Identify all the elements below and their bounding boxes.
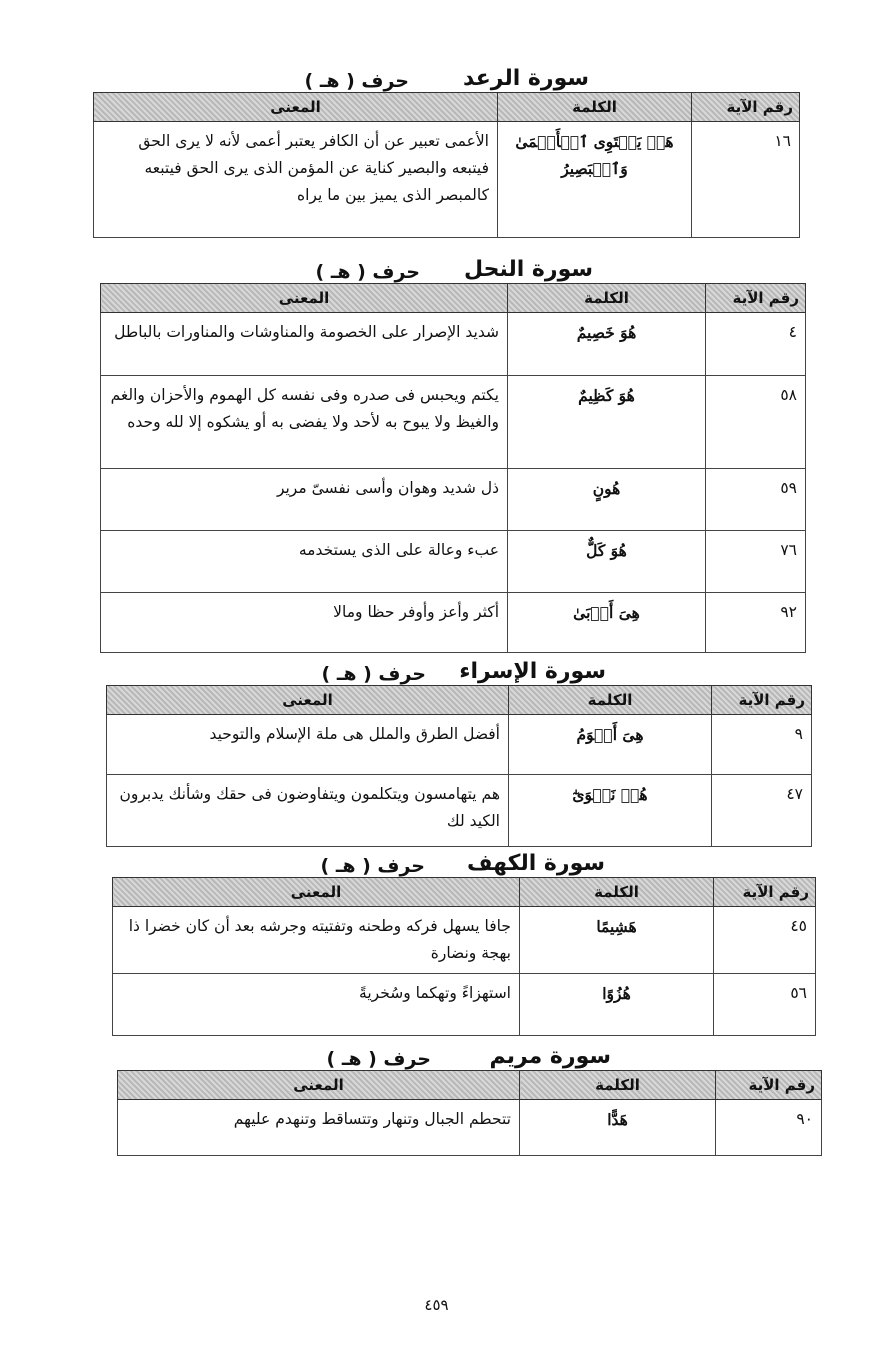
- harf-label: حرف ( هـ ): [321, 663, 426, 685]
- section-al-kahf: [112, 849, 815, 1049]
- header-word: الكلمة: [498, 93, 692, 122]
- glossary-table: [100, 283, 806, 653]
- word-meaning: أكثر وأعز وأوفر حظا ومالا: [101, 593, 508, 653]
- table-header-row: [101, 284, 806, 313]
- table-row: [101, 593, 806, 653]
- header-verse-number: رقم الآية: [706, 284, 806, 313]
- table-header-row: [107, 686, 812, 715]
- surah-title: سورة الرعد: [463, 66, 589, 91]
- section-al-rad: [93, 64, 799, 264]
- table-header-row: [118, 1071, 822, 1100]
- word-meaning: يكتم ويحبس فى صدره وفى نفسه كل الهموم والأحزان والغم والغيظ ولا يبوح به لأحد ولا يفضى به أو يشكوه إلا لله وحده: [101, 376, 508, 469]
- section-al-isra: [106, 657, 811, 857]
- header-verse-number: رقم الآية: [714, 878, 816, 907]
- table-row: [107, 775, 812, 847]
- table-header-row: [94, 93, 800, 122]
- word-meaning: جافا يسهل فركه وطحنه وتفتيته وجرشه بعد أن كان خضرا ذا بهجة ونضارة: [113, 907, 520, 974]
- glossary-table: [117, 1070, 822, 1156]
- surah-title: سورة الكهف: [466, 851, 605, 876]
- header-verse-number: رقم الآية: [716, 1071, 822, 1100]
- verse-number: ٤٧: [712, 775, 812, 847]
- word-meaning: الأعمى تعبير عن أن الكافر يعتبر أعمى لأنه لا يرى الحق فيتبعه والبصير كناية عن المؤمن الذى يرى الحق فيتبعه كالمبصر الذى يميز بين ما يراه: [94, 122, 498, 238]
- surah-title: سورة الإسراء: [459, 659, 606, 684]
- glossary-table: [93, 92, 800, 238]
- quranic-word: هِىَ أَرۡبَىٰ: [508, 593, 706, 653]
- quranic-word: هُوَ كَظِيمٌ: [508, 376, 706, 469]
- word-meaning: تتحطم الجبال وتنهار وتتساقط وتنهدم عليهم: [118, 1100, 520, 1156]
- header-word: الكلمة: [520, 1071, 716, 1100]
- verse-number: ٥٩: [706, 469, 806, 531]
- quranic-word: هُزُوًا: [520, 974, 714, 1036]
- table-row: [118, 1100, 822, 1156]
- table-row: [94, 122, 800, 238]
- table-row: [101, 531, 806, 593]
- table-row: [107, 715, 812, 775]
- verse-number: ٤٥: [714, 907, 816, 974]
- page-number: ٤٥٩: [424, 1296, 449, 1314]
- word-meaning: شديد الإصرار على الخصومة والمناوشات والمناورات بالباطل: [101, 313, 508, 376]
- harf-label: حرف ( هـ ): [304, 70, 409, 92]
- verse-number: ٥٨: [706, 376, 806, 469]
- quranic-word: هَشِيمًا: [520, 907, 714, 974]
- table-row: [101, 469, 806, 531]
- glossary-table: [112, 877, 816, 1036]
- word-meaning: استهزاءً وتهكما وسُخريةً: [113, 974, 520, 1036]
- verse-number: ٩٠: [716, 1100, 822, 1156]
- table-row: [101, 376, 806, 469]
- header-verse-number: رقم الآية: [692, 93, 800, 122]
- glossary-table: [106, 685, 812, 847]
- verse-number: ٥٦: [714, 974, 816, 1036]
- header-meaning: المعنى: [107, 686, 509, 715]
- table-row: [101, 313, 806, 376]
- word-meaning: أفضل الطرق والملل هى ملة الإسلام والتوحيد: [107, 715, 509, 775]
- harf-label: حرف ( هـ ): [315, 261, 420, 283]
- quranic-word: هِىَ أَقۡوَمُ: [509, 715, 712, 775]
- verse-number: ٧٦: [706, 531, 806, 593]
- quranic-word: هُمۡ نَجۡوَىٰٓ: [509, 775, 712, 847]
- quranic-word: هَلۡ يَسۡتَوِى ٱلۡأَعۡمَىٰ وَٱلۡبَصِيرُ: [498, 122, 692, 238]
- quranic-word: هَدًّا: [520, 1100, 716, 1156]
- header-meaning: المعنى: [94, 93, 498, 122]
- table-header-row: [113, 878, 816, 907]
- table-row: [113, 907, 816, 974]
- quranic-word: هُونٍ: [508, 469, 706, 531]
- header-word: الكلمة: [509, 686, 712, 715]
- verse-number: ٤: [706, 313, 806, 376]
- word-meaning: ذل شديد وهوان وأسى نفسىّ مرير: [101, 469, 508, 531]
- word-meaning: عبء وعالة على الذى يستخدمه: [101, 531, 508, 593]
- table-row: [113, 974, 816, 1036]
- header-meaning: المعنى: [113, 878, 520, 907]
- header-word: الكلمة: [508, 284, 706, 313]
- quranic-word: هُوَ خَصِيمٌ: [508, 313, 706, 376]
- word-meaning: هم يتهامسون ويتكلمون ويتفاوضون فى حقك وشأنك يدبرون الكيد لك: [107, 775, 509, 847]
- surah-title: سورة النحل: [463, 257, 593, 282]
- quranic-word: هُوَ كَلٌّ: [508, 531, 706, 593]
- header-word: الكلمة: [520, 878, 714, 907]
- surah-title: سورة مريم: [489, 1044, 611, 1069]
- header-meaning: المعنى: [118, 1071, 520, 1100]
- verse-number: ٩: [712, 715, 812, 775]
- harf-label: حرف ( هـ ): [326, 1048, 431, 1070]
- header-meaning: المعنى: [101, 284, 508, 313]
- harf-label: حرف ( هـ ): [320, 855, 425, 877]
- section-maryam: [117, 1042, 821, 1182]
- header-verse-number: رقم الآية: [712, 686, 812, 715]
- section-an-nahl: [100, 255, 805, 665]
- verse-number: ١٦: [692, 122, 800, 238]
- verse-number: ٩٢: [706, 593, 806, 653]
